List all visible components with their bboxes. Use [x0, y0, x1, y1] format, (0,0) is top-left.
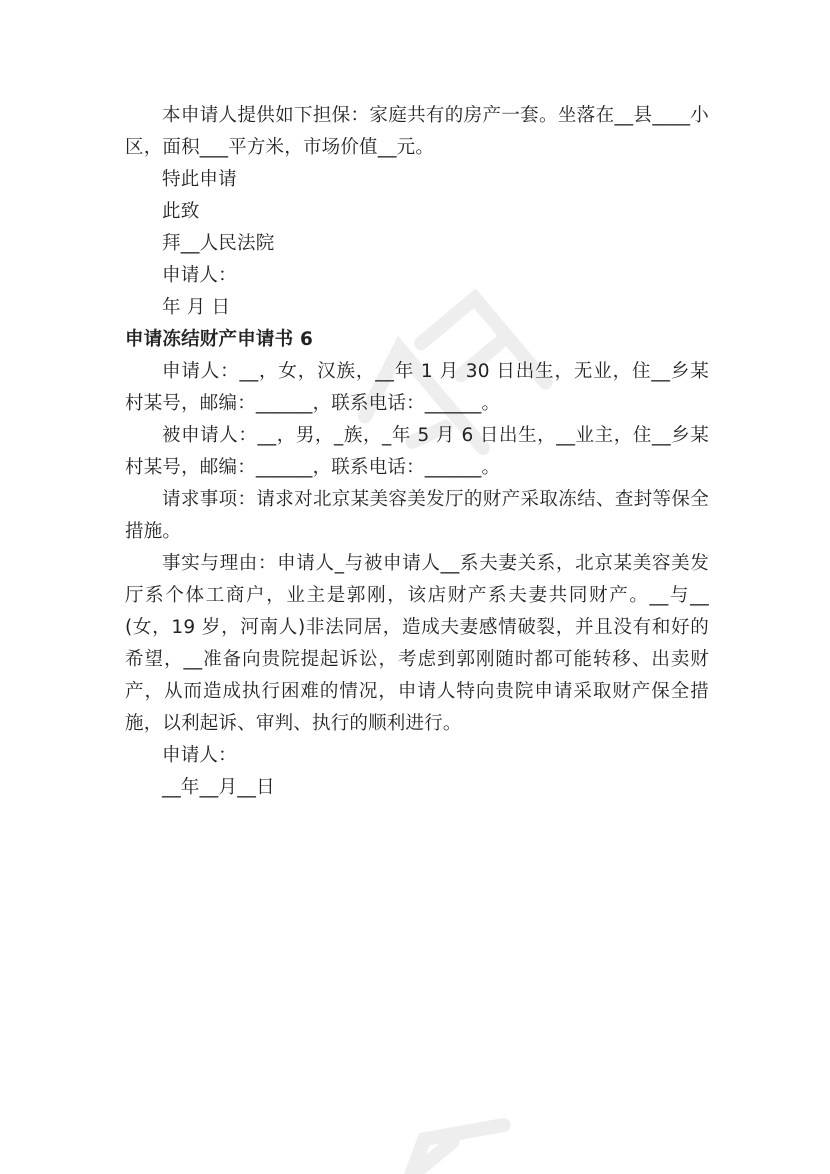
paragraph-facts-reasons: 事实与理由：申请人_与被申请人__系夫妻关系，北京某美容美发厅系个体工商户，业主是郭刚，该店财产系夫妻共同财产。__与__(女，19 岁，河南人)非法同居，造成夫妻感情破裂，并且没有和好的希望，__准备向贵院提起诉讼，考虑到郭刚随时都可能转移、出卖财产，从而造成执行困难的情况，申请人特向贵院申请采取财产保全措施，以利起诉、审判、执行的顺利进行。: [125, 553, 709, 734]
paragraph-date: 年 月 日: [162, 297, 231, 318]
watermark-lower: [350, 1090, 550, 1174]
paragraph-salutation: 此致: [162, 201, 200, 222]
paragraph-applicant-sign-2: 申请人：: [162, 745, 237, 766]
paragraph-applicant-sign: 申请人：: [162, 265, 237, 286]
section-title: 申请冻结财产申请书 6: [125, 329, 314, 350]
paragraph-date-2: __年__月__日: [162, 777, 275, 798]
paragraph-court: 拜__人民法院: [162, 233, 275, 254]
paragraph-respondent-info: 被申请人：__，男，_族，_年 5 月 6 日出生，__业主，住__乡某村某号，邮编：______，联系电话：______。: [125, 425, 709, 478]
paragraph-special-request: 特此申请: [162, 169, 237, 190]
paragraph-guarantee: 本申请人提供如下担保：家庭共有的房产一套。坐落在__县____小区，面积___平方米，市场价值__元。: [125, 105, 709, 158]
paragraph-request-items: 请求事项：请求对北京某美容美发厅的财产采取冻结、查封等保全措施。: [125, 489, 709, 542]
document-body: [125, 100, 709, 804]
paragraph-applicant-info: 申请人：__，女，汉族，__年 1 月 30 日出生，无业，住__乡某村某号，邮编：______，联系电话：______。: [125, 361, 709, 414]
